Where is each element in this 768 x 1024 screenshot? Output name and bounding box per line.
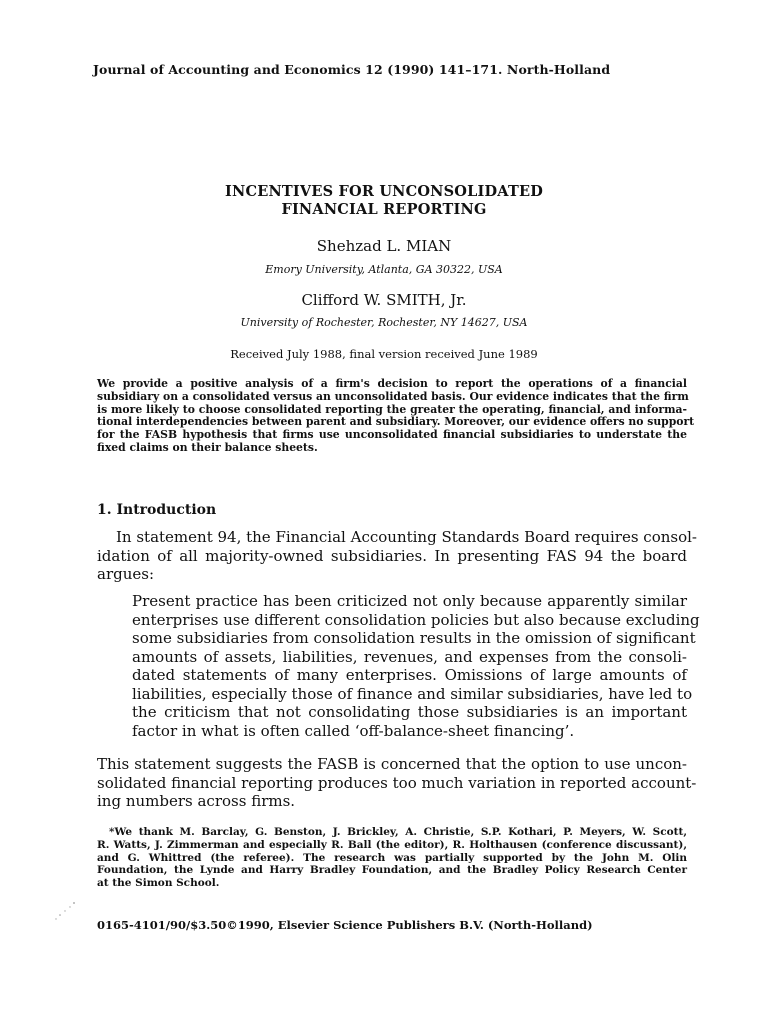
author-affiliation: Emory University, Atlanta, GA 30322, USA [265, 263, 503, 276]
paper-title [0, 183, 768, 219]
abstract-line: We provide a positive analysis of a firm's decision to report the operations of a financial [97, 377, 687, 390]
title-line: INCENTIVES FOR UNCONSOLIDATED [225, 183, 543, 200]
quote-line: some subsidiaries from consolidation results in the omission of significant [132, 629, 696, 647]
abstract-line: tional interdependencies between parent and subsidiary. Moreover, our evidence offers no support [97, 415, 695, 429]
footnote [97, 826, 687, 890]
footnote-line: Foundation, the Lynde and Harry Bradley Foundation, and the Bradley Policy Research Center [97, 864, 687, 877]
title-line: FINANCIAL REPORTING [281, 201, 487, 218]
journal-citation: Journal of Accounting and Economics 12 (1990) 141–171. North-Holland [93, 62, 611, 77]
after-quote-paragraph [97, 755, 697, 811]
quote-line: the criticism that not consolidating those subsidiaries is an important [132, 703, 687, 721]
author-name: Shehzad L. MIAN [316, 237, 452, 255]
body-line: solidated financial reporting produces too much variation in reported account- [97, 773, 697, 792]
body-line: idation of all majority-owned subsidiaries. In presenting FAS 94 the board [97, 546, 687, 565]
footnote-line: R. Watts, J. Zimmerman and especially R. Ball (the editor), R. Holthausen (conference discussant), [97, 838, 687, 851]
body-line: argues: [97, 565, 155, 583]
quote-line: amounts of assets, liabilities, revenues, and expenses from the consoli- [132, 647, 687, 666]
quote-line: factor in what is often called ‘off-balance-sheet financing’. [132, 721, 575, 740]
received-dates: Received July 1988, final version received June 1989 [230, 347, 538, 361]
abstract-line: fixed claims on their balance sheets. [97, 440, 318, 454]
author-name: Clifford W. SMITH, Jr. [301, 291, 467, 309]
scan-speck-mark [54, 900, 78, 922]
block-quote [132, 592, 700, 740]
section-heading: 1. Introduction [97, 502, 217, 518]
body-line: This statement suggests the FASB is concerned that the option to use uncon- [97, 755, 687, 773]
quote-line: dated statements of many enterprises. Omissions of large amounts of [132, 666, 687, 684]
intro-paragraph [97, 528, 697, 584]
body-line: ing numbers across firms. [97, 792, 296, 810]
abstract-line: subsidiary on a consolidated versus an unconsolidated basis. Our evidence indicates that the firm [97, 389, 689, 403]
author-affiliation: University of Rochester, Rochester, NY 14627, USA [240, 316, 528, 329]
footnote-line: at the Simon School. [97, 877, 220, 890]
abstract-line: is more likely to choose consolidated reporting the greater the operating, financial, and informa- [97, 402, 687, 416]
quote-line: liabilities, especially those of finance and similar subsidiaries, have led to [132, 684, 693, 703]
copyright-line: 0165-4101/90/$3.50©1990, Elsevier Science Publishers B.V. (North-Holland) [97, 918, 593, 932]
body-line: In statement 94, the Financial Accounting Standards Board requires consol- [116, 528, 697, 546]
abstract-line: for the FASB hypothesis that firms use unconsolidated financial subsidiaries to understate the [97, 428, 687, 442]
footnote-line: and G. Whittred (the referee). The research was partially supported by the John M. Olin [97, 851, 687, 864]
quote-line: enterprises use different consolidation policies but also because excluding [132, 610, 700, 629]
footnote-line: *We thank M. Barclay, G. Benston, J. Brickley, A. Christie, S.P. Kothari, P. Meyers, W. Scott, [109, 826, 687, 838]
quote-line: Present practice has been criticized not only because apparently similar [132, 592, 687, 610]
abstract [97, 377, 695, 455]
